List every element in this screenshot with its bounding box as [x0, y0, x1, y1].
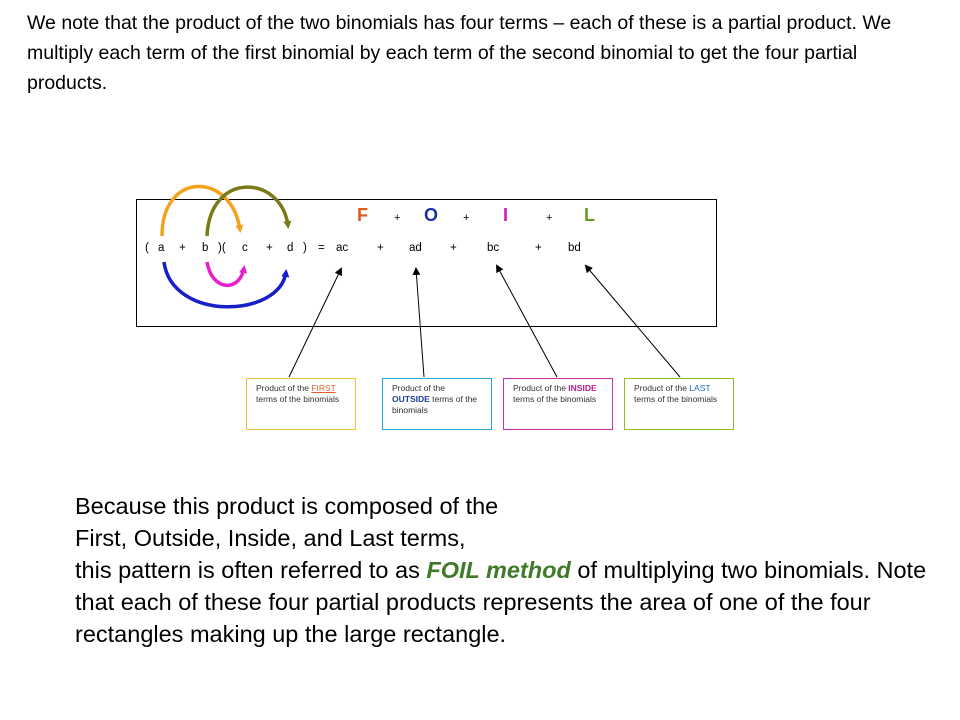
- label-inside-suffix: terms of the binomials: [513, 394, 597, 404]
- body-line-3-suffix: of multiplying two binomials. Note that each of these four partial products represents the area of one of the four rectangles making up the large rectangle.: [75, 557, 927, 647]
- label-first-prefix: Product of the: [256, 383, 312, 393]
- foil-method-emphasis: FOIL method: [426, 557, 571, 583]
- eq-close-paren: ): [303, 242, 307, 254]
- eq-product-ac: ac: [336, 242, 349, 254]
- foil-plus-1: +: [394, 212, 401, 224]
- eq-plus: +: [377, 242, 384, 254]
- label-inside: [503, 378, 613, 430]
- pointer-first: [289, 269, 341, 377]
- foil-letter-f: F: [357, 205, 368, 225]
- pointer-outside: [416, 269, 424, 377]
- foil-letter-o: O: [424, 205, 439, 225]
- eq-term-a: a: [158, 242, 165, 254]
- label-outside: [382, 378, 492, 430]
- label-outside-suffix: terms of the binomials: [392, 394, 478, 415]
- eq-product-ad: ad: [409, 242, 422, 254]
- label-first-emph: FIRST: [311, 383, 336, 393]
- label-last-emph: LAST: [689, 383, 711, 393]
- body-line-1: Because this product is composed of the: [75, 493, 499, 519]
- eq-open-paren: (: [145, 242, 149, 254]
- body-line-3-prefix: this pattern is often referred to as: [75, 557, 427, 583]
- body-line-2: First, Outside, Inside, and Last terms,: [75, 525, 466, 551]
- pointer-last: [586, 266, 680, 377]
- eq-plus: +: [450, 242, 457, 254]
- intro-paragraph: We note that the product of the two binomials has four terms – each of these is a partial product. We multiply each term of the first binomial by each term of the second binomial to get the four partial products.: [27, 12, 892, 94]
- body-paragraph: [75, 490, 945, 650]
- eq-product-bc: bc: [487, 242, 500, 254]
- eq-term-b: b: [202, 242, 209, 254]
- eq-plus: +: [266, 242, 273, 254]
- label-last: [624, 378, 734, 430]
- foil-plus-2: +: [463, 212, 470, 224]
- label-first-suffix: terms of the binomials: [256, 394, 340, 404]
- label-last-prefix: Product of the: [634, 383, 690, 393]
- foil-letter-l: L: [584, 205, 595, 225]
- eq-plus: +: [179, 242, 186, 254]
- label-outside-emph: OUTSIDE: [392, 394, 430, 404]
- eq-product-bd: bd: [568, 242, 581, 254]
- eq-term-c: c: [242, 242, 248, 254]
- inside-arc: [207, 262, 244, 285]
- foil-plus-3: +: [546, 212, 553, 224]
- eq-term-d: d: [287, 242, 294, 254]
- label-outside-prefix: Product of the: [392, 383, 445, 393]
- label-inside-prefix: Product of the: [513, 383, 569, 393]
- label-inside-emph: INSIDE: [568, 383, 597, 393]
- foil-letter-i: I: [503, 205, 509, 225]
- label-last-suffix: terms of the binomials: [634, 394, 718, 404]
- eq-plus: +: [535, 242, 542, 254]
- eq-close-open-paren: )(: [218, 242, 226, 254]
- pointer-inside: [497, 266, 557, 377]
- eq-equals: =: [318, 242, 325, 254]
- label-first: [246, 378, 356, 430]
